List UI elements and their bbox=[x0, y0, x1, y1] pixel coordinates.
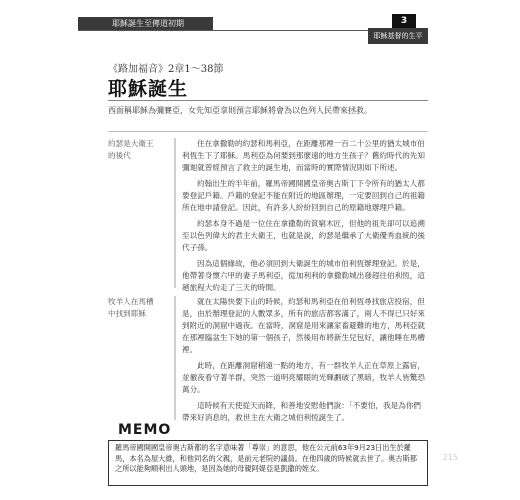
memo-box: 羅馬帝國開國皇帝奧古斯都的名字意味著「尊崇」的意思，他在公元前63年9月23日出生於羅馬，本名為屋大維，和他同名的父親，是前元老院的議員。在他四歲的時候就去世了。奧古斯都之所以能夠順利出人頭地，是因為她的母親阿媞亞是凱撒的姪女。 bbox=[108, 440, 428, 486]
chapter-number-tab: 3 bbox=[392, 14, 416, 28]
header-right-title: 耶穌基督的生平 bbox=[368, 28, 428, 44]
title-divider bbox=[108, 100, 428, 101]
paragraph: 約瑟本身不過是一位住在拿撒勒的貧窮木匠，但他的祖先卻可以追溯至以色列偉大的君主大衛王，也就是說，約瑟是繼承了大衛優秀血統的後代子孫。 bbox=[182, 219, 425, 252]
paragraph: 就在太陽快要下山的時候，約瑟和馬利亞在伯利恆尋找旅店投宿，但是，由於辦理登記的人數眾多，所有的旅店都客滿了，兩人不得已只好來到附近的洞窟中過夜。在當時，洞窟是用來讓家畜避難的地方，馬利亞就在那裡臨盆生下她的第一個孩子，然後用布將新生兒包好，讓他睡在馬槽裡。 bbox=[182, 297, 425, 354]
paragraph: 住在拿撒勒的約瑟和馬利亞，在距離那裡一百二十公里的猶太城市伯利恆生下了耶穌。馬利亞為何要到那麼遠的地方生孩子？舊約時代的先知彌迦就曾經預言了救主的誕生地，而當時的實際情況則如下所述。 bbox=[182, 139, 425, 172]
memo-label: MEMO bbox=[118, 422, 172, 438]
section-divider-bar bbox=[174, 138, 176, 288]
lead-divider bbox=[108, 131, 428, 132]
scripture-reference: 《路加福音》2章1～38節 bbox=[108, 64, 224, 75]
lead-summary: 西面稱耶穌為彌賽亞，女先知亞拿則預言耶穌將會為以色列人民帶來拯救。 bbox=[108, 106, 372, 115]
header-left-title: 耶穌誕生至傳道初期 bbox=[78, 17, 213, 30]
side-heading: 牧羊人在馬槽中找到耶穌 bbox=[108, 297, 154, 318]
book-page bbox=[78, 14, 458, 484]
section-body bbox=[182, 138, 428, 298]
page-title: 耶穌誕生 bbox=[108, 78, 189, 100]
paragraph: 約翰出生的半年前，羅馬帝國開國皇帝奧古斯丁下令所有的猶太人都要登記戶籍。戶籍的登記不能在附近的地區辦理，一定要回到自己的祖籍所在地申請登記。因此，有許多人紛紛回到自己的原籍地辦理戶籍。 bbox=[182, 179, 425, 212]
section-divider-bar bbox=[174, 296, 176, 420]
side-heading: 約瑟是大衛王的後代 bbox=[108, 139, 154, 160]
paragraph: 這時候有天使從天而降，和善地安慰他們說：「不要怕，我是為你們帶來好消息的，救世主在大衛之城伯利恆誕生了。 bbox=[182, 401, 422, 422]
page-number: 215 bbox=[442, 453, 458, 462]
paragraph: 因為這個緣故，他必須回到大衛誕生的城市伯利恆辦理登記。於是，他帶著身懷六甲的妻子馬利亞，從加利利的拿撒勒城出發趕往伯利恆，這趟旅程大約走了三天的時間。 bbox=[182, 259, 425, 292]
paragraph: 此時，在距離洞窟稍遠一點的地方，有一群牧羊人正在草原上露宿，並徹夜看守著羊群，突然一道明亮耀眼的光輝劃破了黑暗，牧羊人皆驚恐萬分。 bbox=[182, 361, 425, 394]
section-body bbox=[182, 296, 428, 428]
page-header bbox=[78, 14, 428, 44]
